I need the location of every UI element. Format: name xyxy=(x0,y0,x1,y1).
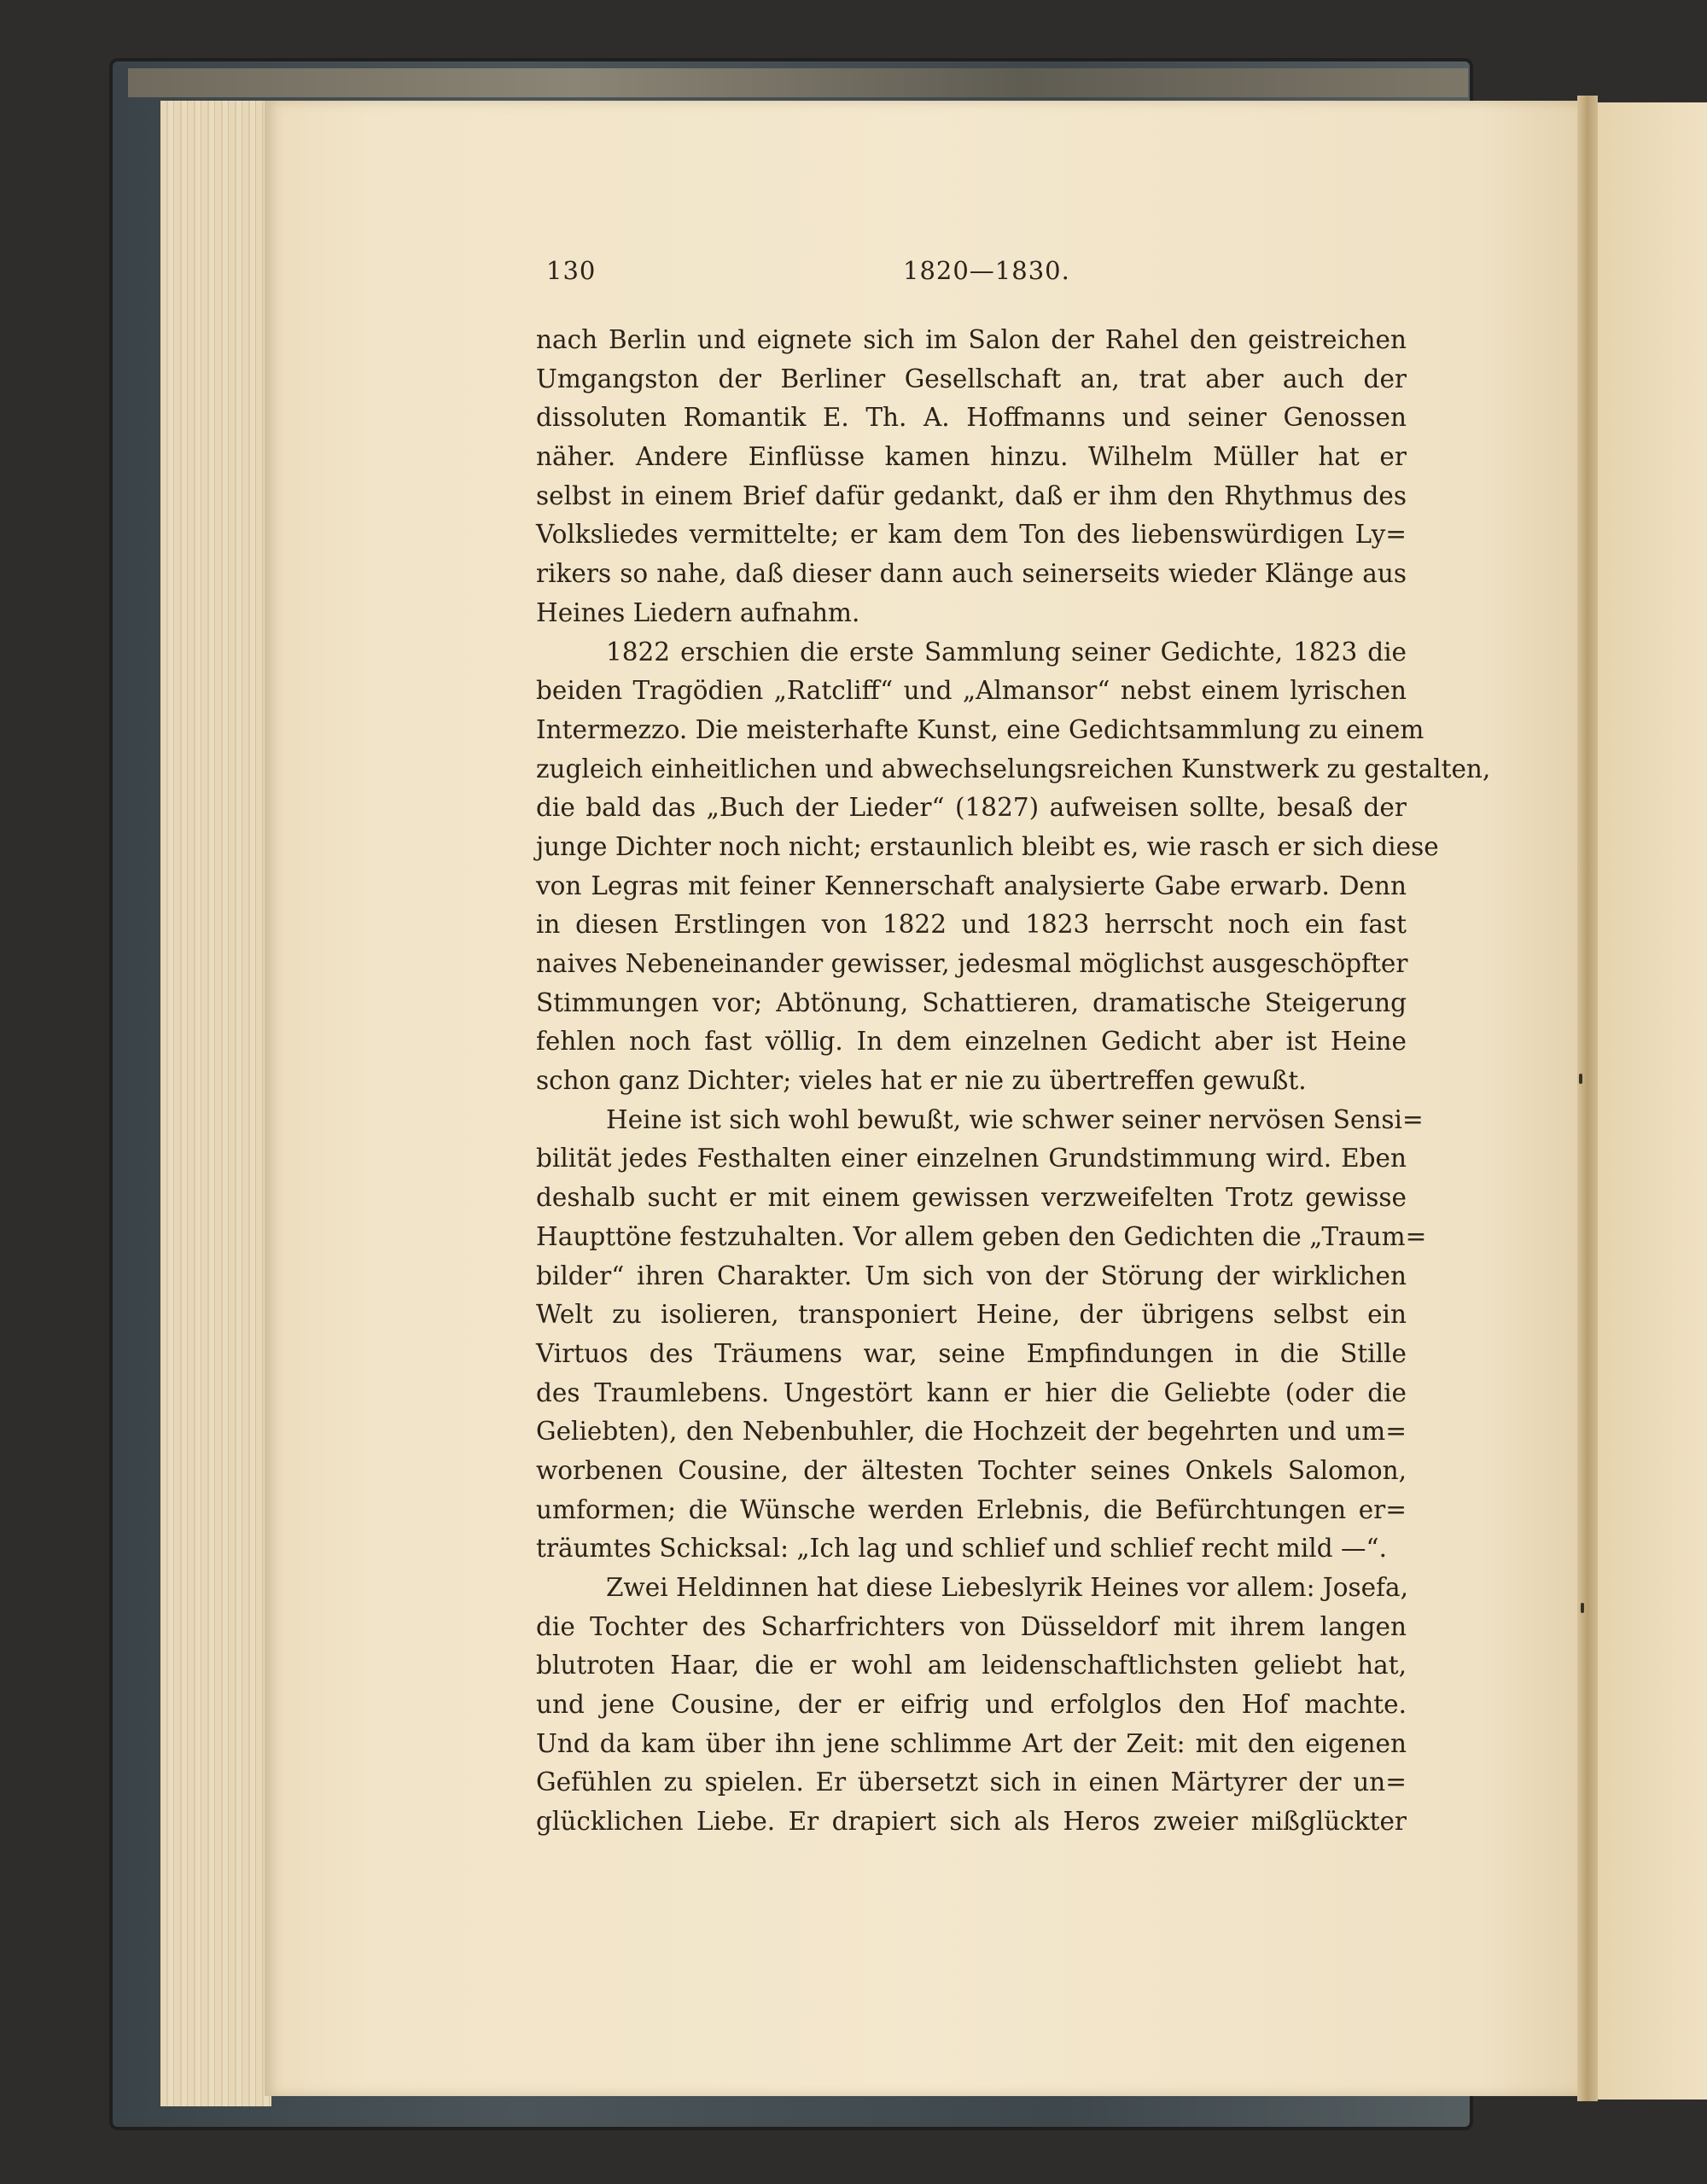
text-line: Und da kam über ihn jene schlimme Art der Zeit: mit den eigenen xyxy=(536,1728,1407,1758)
page-edges xyxy=(160,101,271,2106)
book-cover-edge xyxy=(128,68,1468,97)
text-line: beiden Tragödien „Ratcliff“ und „Almansor“ nebst einem lyrischen xyxy=(536,676,1407,706)
text-line: in diesen Erstlingen von 1822 und 1823 herrscht noch ein fast xyxy=(536,910,1407,940)
running-head: 1820—1830. xyxy=(903,256,1070,285)
text-line: des Traumlebens. Ungestört kann er hier die Geliebte (oder die xyxy=(536,1377,1407,1407)
text-line: rikers so nahe, daß dieser dann auch seinerseits wieder Klänge aus xyxy=(536,559,1407,589)
facing-page xyxy=(1596,102,1707,2100)
text-line: zugleich einheitlichen und abwechselungsreichen Kunstwerk zu gestalten, xyxy=(536,754,1491,783)
text-line: 1822 erschien die erste Sammlung seiner Gedichte, 1823 die xyxy=(606,637,1407,667)
text-line: Volksliedes vermittelte; er kam dem Ton des liebenswürdigen Ly= xyxy=(536,520,1407,550)
text-line: Stimmungen vor; Abtönung, Schattieren, dramatische Steigerung xyxy=(536,987,1407,1017)
text-line: blutroten Haar, die er wohl am leidenschaftlichsten geliebt hat, xyxy=(536,1651,1407,1680)
text-line: von Legras mit feiner Kennerschaft analysierte Gabe erwarb. Denn xyxy=(536,871,1407,900)
text-line: bilität jedes Festhalten einer einzelnen Grundstimmung wird. Eben xyxy=(536,1144,1407,1174)
text-line: dissoluten Romantik E. Th. A. Hoffmanns und seiner Genossen xyxy=(536,403,1407,433)
text-line: fehlen noch fast völlig. In dem einzelnen Gedicht aber ist Heine xyxy=(536,1027,1407,1057)
text-line: näher. Andere Einflüsse kamen hinzu. Wilhelm Müller hat er xyxy=(536,442,1407,472)
text-line: Heine ist sich wohl bewußt, wie schwer seiner nervösen Sensi= xyxy=(606,1104,1424,1134)
text-line: deshalb sucht er mit einem gewissen verzweifelten Trotz gewisse xyxy=(536,1183,1407,1213)
text-line: worbenen Cousine, der ältesten Tochter seines Onkels Salomon, xyxy=(536,1455,1407,1485)
text-line: schon ganz Dichter; vieles hat er nie zu übertreffen gewußt. xyxy=(536,1066,1307,1096)
text-line: glücklichen Liebe. Er drapiert sich als Heros zweier mißglückter xyxy=(536,1807,1407,1837)
text-line: Zwei Heldinnen hat diese Liebeslyrik Heines vor allem: Josefa, xyxy=(606,1573,1408,1602)
text-line: Gefühlen zu spielen. Er übersetzt sich in einen Märtyrer der un= xyxy=(536,1768,1407,1797)
text-line: selbst in einem Brief dafür gedankt, daß er ihm den Rhythmus des xyxy=(536,480,1407,510)
text-line: Intermezzo. Die meisterhafte Kunst, eine Gedichtsammlung zu einem xyxy=(536,714,1424,744)
margin-mark xyxy=(1581,1603,1584,1613)
text-line: Welt zu isolieren, transponiert Heine, der übrigens selbst ein xyxy=(536,1300,1407,1330)
text-line: bilder“ ihren Charakter. Um sich von der Störung der wirklichen xyxy=(536,1261,1407,1290)
text-line: und jene Cousine, der er eifrig und erfolglos den Hof machte. xyxy=(536,1690,1407,1720)
body-text xyxy=(536,321,1491,1842)
text-line: naives Nebeneinander gewisser, jedesmal möglichst ausgeschöpfter xyxy=(536,949,1408,978)
book-gutter xyxy=(1577,96,1598,2101)
text-line: umformen; die Wünsche werden Erlebnis, die Befürchtungen er= xyxy=(536,1494,1407,1524)
text-line: die bald das „Buch der Lieder“ (1827) aufweisen sollte, besaß der xyxy=(536,793,1407,823)
text-line: die Tochter des Scharfrichters von Düsseldorf mit ihrem langen xyxy=(536,1611,1407,1641)
text-line: träumtes Schicksal: „Ich lag und schlief und schlief recht mild —“. xyxy=(536,1534,1387,1564)
page-header xyxy=(546,256,1400,290)
text-line: Haupttöne festzuhalten. Vor allem geben den Gedichten die „Traum= xyxy=(536,1221,1427,1251)
text-line: Umgangston der Berliner Gesellschaft an, trat aber auch der xyxy=(536,364,1407,393)
text-line: Geliebten), den Nebenbuhler, die Hochzeit der begehrten und um= xyxy=(536,1417,1407,1447)
text-line: Heines Liedern aufnahm. xyxy=(536,597,860,627)
margin-mark xyxy=(1579,1074,1582,1084)
text-line: nach Berlin und eignete sich im Salon der Rahel den geistreichen xyxy=(536,325,1407,354)
page-number: 130 xyxy=(546,256,597,285)
text-line: Virtuos des Träumens war, seine Empfindungen in die Stille xyxy=(536,1338,1407,1368)
text-line: junge Dichter noch nicht; erstaunlich bleibt es, wie rasch er sich diese xyxy=(536,831,1439,861)
